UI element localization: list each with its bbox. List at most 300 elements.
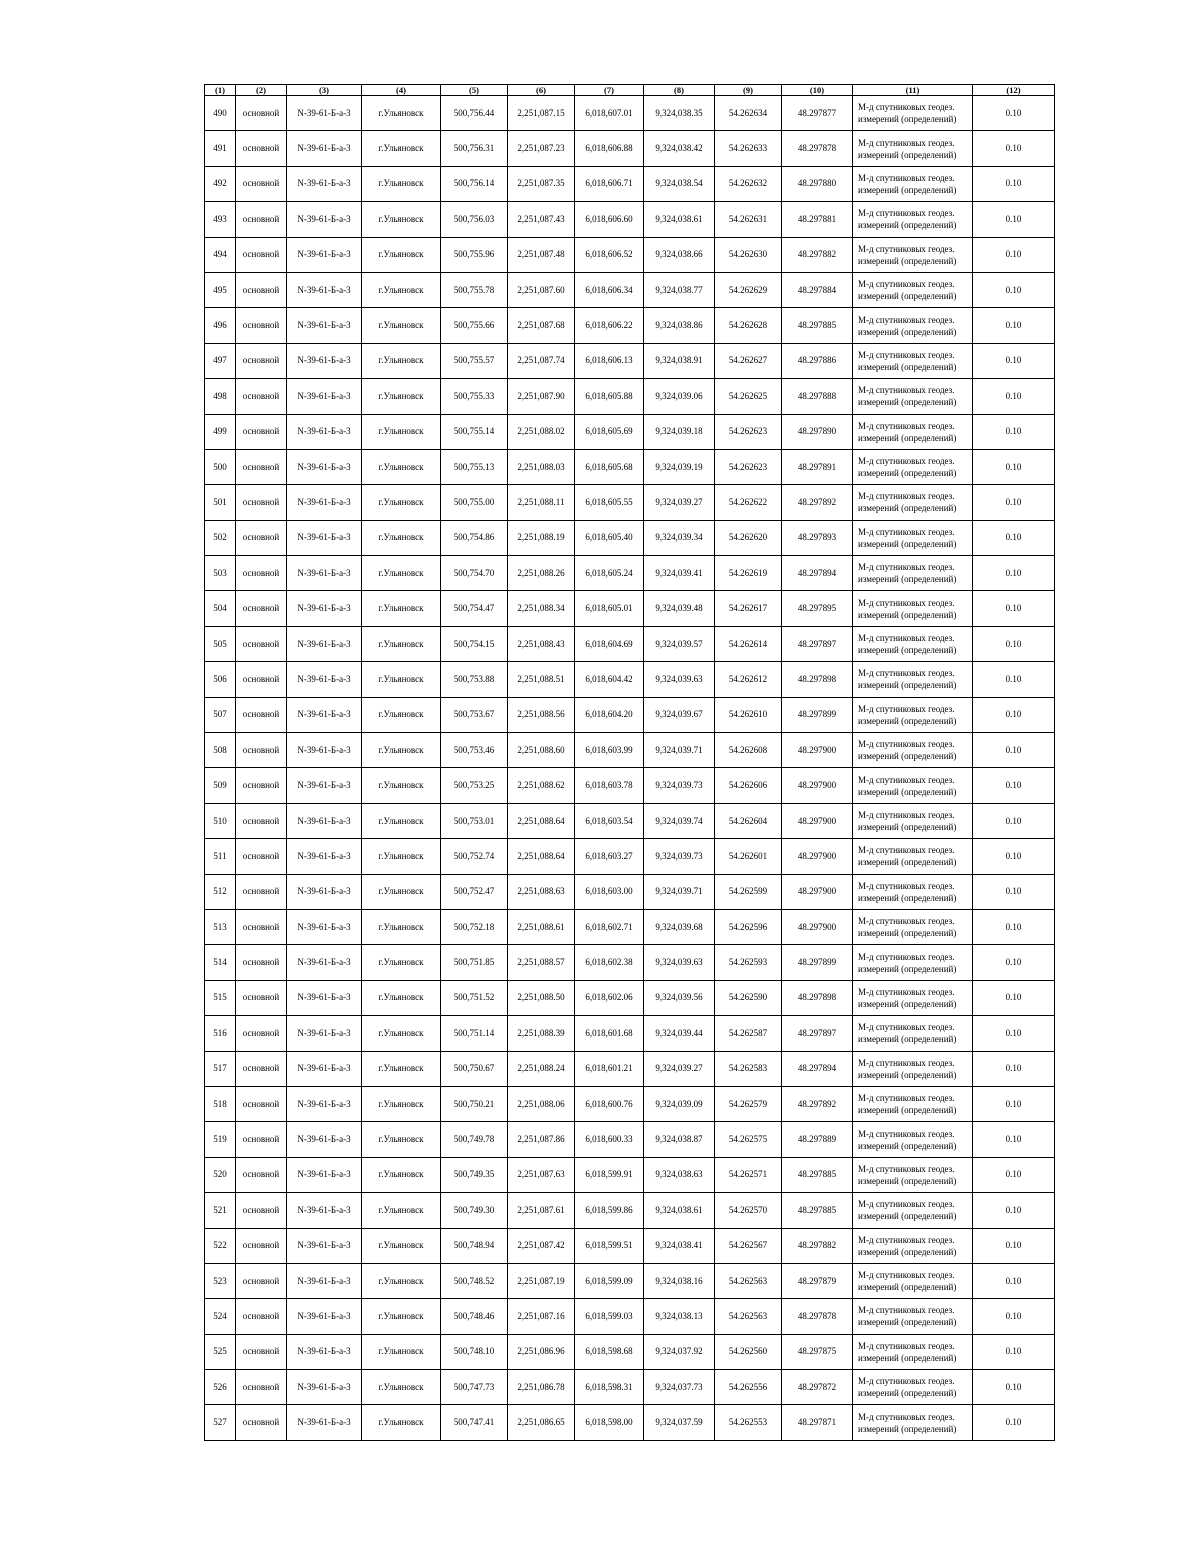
latitude-cell: 54.262601 — [715, 839, 782, 874]
longitude-cell: 48.297894 — [782, 1051, 853, 1086]
longitude-cell: 48.297899 — [782, 945, 853, 980]
accuracy-cell: 0.10 — [973, 166, 1055, 201]
sheet-nomenclature-cell: N-39-61-Б-а-3 — [287, 874, 362, 909]
method-cell: М-д спутниковых геодез. измерений (определений) — [853, 1086, 973, 1121]
longitude-cell: 48.297886 — [782, 343, 853, 378]
table-row — [205, 520, 1055, 555]
accuracy-cell: 0.10 — [973, 237, 1055, 272]
longitude-cell: 48.297885 — [782, 308, 853, 343]
accuracy-cell: 0.10 — [973, 1405, 1055, 1440]
point-number-cell: 512 — [205, 874, 236, 909]
coord-y-cell: 2,251,088.61 — [508, 909, 575, 944]
sheet-nomenclature-cell: N-39-61-Б-а-3 — [287, 449, 362, 484]
coord-x2-cell: 6,018,601.68 — [575, 1016, 644, 1051]
method-cell: М-д спутниковых геодез. измерений (определений) — [853, 980, 973, 1015]
longitude-cell: 48.297882 — [782, 1228, 853, 1263]
longitude-cell: 48.297892 — [782, 1086, 853, 1121]
latitude-cell: 54.262575 — [715, 1122, 782, 1157]
accuracy-cell: 0.10 — [973, 414, 1055, 449]
method-cell: М-д спутниковых геодез. измерений (определений) — [853, 1122, 973, 1157]
table-row — [205, 980, 1055, 1015]
coord-y-cell: 2,251,088.39 — [508, 1016, 575, 1051]
sheet-nomenclature-cell: N-39-61-Б-а-3 — [287, 1370, 362, 1405]
latitude-cell: 54.262570 — [715, 1193, 782, 1228]
longitude-cell: 48.297878 — [782, 1299, 853, 1334]
accuracy-cell: 0.10 — [973, 96, 1055, 131]
sheet-nomenclature-cell: N-39-61-Б-а-3 — [287, 96, 362, 131]
coord-x2-cell: 6,018,606.71 — [575, 166, 644, 201]
latitude-cell: 54.262620 — [715, 520, 782, 555]
point-type-cell: основной — [236, 839, 287, 874]
coord-x2-cell: 6,018,606.52 — [575, 237, 644, 272]
point-type-cell: основной — [236, 662, 287, 697]
table-row — [205, 131, 1055, 166]
coord-x-cell: 500,755.78 — [441, 272, 508, 307]
point-type-cell: основной — [236, 697, 287, 732]
coord-x2-cell: 6,018,599.09 — [575, 1263, 644, 1298]
coord-y-cell: 2,251,087.42 — [508, 1228, 575, 1263]
point-type-cell: основной — [236, 1263, 287, 1298]
latitude-cell: 54.262628 — [715, 308, 782, 343]
locality-cell: г.Ульяновск — [362, 591, 441, 626]
table-row — [205, 662, 1055, 697]
table-row — [205, 1405, 1055, 1440]
locality-cell: г.Ульяновск — [362, 414, 441, 449]
sheet-nomenclature-cell: N-39-61-Б-а-3 — [287, 237, 362, 272]
longitude-cell: 48.297882 — [782, 237, 853, 272]
sheet-nomenclature-cell: N-39-61-Б-а-3 — [287, 1122, 362, 1157]
coord-x2-cell: 6,018,605.55 — [575, 485, 644, 520]
locality-cell: г.Ульяновск — [362, 308, 441, 343]
coord-x2-cell: 6,018,603.78 — [575, 768, 644, 803]
method-cell: М-д спутниковых геодез. измерений (определений) — [853, 237, 973, 272]
coord-y2-cell: 9,324,038.86 — [644, 308, 715, 343]
latitude-cell: 54.262583 — [715, 1051, 782, 1086]
table-row — [205, 591, 1055, 626]
method-cell: М-д спутниковых геодез. измерений (определений) — [853, 414, 973, 449]
accuracy-cell: 0.10 — [973, 980, 1055, 1015]
point-type-cell: основной — [236, 485, 287, 520]
coord-y2-cell: 9,324,038.77 — [644, 272, 715, 307]
point-type-cell: основной — [236, 343, 287, 378]
latitude-cell: 54.262619 — [715, 556, 782, 591]
longitude-cell: 48.297900 — [782, 768, 853, 803]
column-header: (4) — [362, 85, 441, 96]
method-cell: М-д спутниковых геодез. измерений (определений) — [853, 1016, 973, 1051]
table-row — [205, 166, 1055, 201]
latitude-cell: 54.262556 — [715, 1370, 782, 1405]
table-row — [205, 1263, 1055, 1298]
latitude-cell: 54.262606 — [715, 768, 782, 803]
point-type-cell: основной — [236, 237, 287, 272]
sheet-nomenclature-cell: N-39-61-Б-а-3 — [287, 414, 362, 449]
coord-y-cell: 2,251,088.03 — [508, 449, 575, 484]
accuracy-cell: 0.10 — [973, 202, 1055, 237]
longitude-cell: 48.297880 — [782, 166, 853, 201]
coord-x2-cell: 6,018,605.69 — [575, 414, 644, 449]
coord-x2-cell: 6,018,600.76 — [575, 1086, 644, 1121]
point-number-cell: 527 — [205, 1405, 236, 1440]
coord-x-cell: 500,753.88 — [441, 662, 508, 697]
accuracy-cell: 0.10 — [973, 1157, 1055, 1192]
point-type-cell: основной — [236, 1370, 287, 1405]
method-cell: М-д спутниковых геодез. измерений (определений) — [853, 379, 973, 414]
latitude-cell: 54.262571 — [715, 1157, 782, 1192]
point-number-cell: 497 — [205, 343, 236, 378]
table-row — [205, 556, 1055, 591]
coord-x2-cell: 6,018,603.00 — [575, 874, 644, 909]
accuracy-cell: 0.10 — [973, 308, 1055, 343]
coord-x2-cell: 6,018,602.71 — [575, 909, 644, 944]
method-cell: М-д спутниковых геодез. измерений (определений) — [853, 449, 973, 484]
longitude-cell: 48.297872 — [782, 1370, 853, 1405]
table-row — [205, 237, 1055, 272]
coord-x-cell: 500,756.03 — [441, 202, 508, 237]
sheet-nomenclature-cell: N-39-61-Б-а-3 — [287, 1405, 362, 1440]
accuracy-cell: 0.10 — [973, 1122, 1055, 1157]
point-type-cell: основной — [236, 1228, 287, 1263]
latitude-cell: 54.262617 — [715, 591, 782, 626]
method-cell: М-д спутниковых геодез. измерений (определений) — [853, 591, 973, 626]
coord-x-cell: 500,753.01 — [441, 803, 508, 838]
coord-y2-cell: 9,324,039.68 — [644, 909, 715, 944]
locality-cell: г.Ульяновск — [362, 1016, 441, 1051]
point-number-cell: 499 — [205, 414, 236, 449]
latitude-cell: 54.262593 — [715, 945, 782, 980]
column-header: (5) — [441, 85, 508, 96]
table-row — [205, 909, 1055, 944]
latitude-cell: 54.262632 — [715, 166, 782, 201]
point-type-cell: основной — [236, 591, 287, 626]
point-number-cell: 513 — [205, 909, 236, 944]
method-cell: М-д спутниковых геодез. измерений (определений) — [853, 520, 973, 555]
point-type-cell: основной — [236, 1051, 287, 1086]
latitude-cell: 54.262625 — [715, 379, 782, 414]
locality-cell: г.Ульяновск — [362, 343, 441, 378]
coord-x-cell: 500,751.14 — [441, 1016, 508, 1051]
latitude-cell: 54.262623 — [715, 449, 782, 484]
accuracy-cell: 0.10 — [973, 520, 1055, 555]
point-type-cell: основной — [236, 945, 287, 980]
sheet-nomenclature-cell: N-39-61-Б-а-3 — [287, 1157, 362, 1192]
column-header: (12) — [973, 85, 1055, 96]
latitude-cell: 54.262629 — [715, 272, 782, 307]
coord-x-cell: 500,754.15 — [441, 626, 508, 661]
latitude-cell: 54.262579 — [715, 1086, 782, 1121]
method-cell: М-д спутниковых геодез. измерений (определений) — [853, 96, 973, 131]
coord-x2-cell: 6,018,603.99 — [575, 733, 644, 768]
coord-x2-cell: 6,018,599.86 — [575, 1193, 644, 1228]
sheet-nomenclature-cell: N-39-61-Б-а-3 — [287, 733, 362, 768]
point-type-cell: основной — [236, 272, 287, 307]
coord-x2-cell: 6,018,598.31 — [575, 1370, 644, 1405]
coord-y-cell: 2,251,087.60 — [508, 272, 575, 307]
locality-cell: г.Ульяновск — [362, 768, 441, 803]
point-number-cell: 504 — [205, 591, 236, 626]
longitude-cell: 48.297875 — [782, 1334, 853, 1369]
method-cell: М-д спутниковых геодез. измерений (определений) — [853, 308, 973, 343]
point-number-cell: 515 — [205, 980, 236, 1015]
method-cell: М-д спутниковых геодез. измерений (определений) — [853, 909, 973, 944]
method-cell: М-д спутниковых геодез. измерений (определений) — [853, 131, 973, 166]
locality-cell: г.Ульяновск — [362, 1370, 441, 1405]
locality-cell: г.Ульяновск — [362, 1051, 441, 1086]
coord-x-cell: 500,749.78 — [441, 1122, 508, 1157]
accuracy-cell: 0.10 — [973, 697, 1055, 732]
column-header: (7) — [575, 85, 644, 96]
coord-y-cell: 2,251,087.15 — [508, 96, 575, 131]
latitude-cell: 54.262610 — [715, 697, 782, 732]
point-number-cell: 494 — [205, 237, 236, 272]
longitude-cell: 48.297888 — [782, 379, 853, 414]
point-type-cell: основной — [236, 202, 287, 237]
method-cell: М-д спутниковых геодез. измерений (определений) — [853, 662, 973, 697]
coord-x2-cell: 6,018,599.91 — [575, 1157, 644, 1192]
latitude-cell: 54.262633 — [715, 131, 782, 166]
coord-y2-cell: 9,324,039.27 — [644, 485, 715, 520]
coord-x-cell: 500,748.52 — [441, 1263, 508, 1298]
coord-y-cell: 2,251,088.26 — [508, 556, 575, 591]
point-type-cell: основной — [236, 803, 287, 838]
coord-y2-cell: 9,324,039.71 — [644, 874, 715, 909]
coord-x2-cell: 6,018,604.20 — [575, 697, 644, 732]
locality-cell: г.Ульяновск — [362, 1086, 441, 1121]
point-number-cell: 516 — [205, 1016, 236, 1051]
point-number-cell: 493 — [205, 202, 236, 237]
header-row — [205, 85, 1055, 96]
method-cell: М-д спутниковых геодез. измерений (определений) — [853, 626, 973, 661]
accuracy-cell: 0.10 — [973, 1370, 1055, 1405]
coord-y2-cell: 9,324,039.09 — [644, 1086, 715, 1121]
locality-cell: г.Ульяновск — [362, 131, 441, 166]
method-cell: М-д спутниковых геодез. измерений (определений) — [853, 166, 973, 201]
point-type-cell: основной — [236, 414, 287, 449]
column-header: (11) — [853, 85, 973, 96]
method-cell: М-д спутниковых геодез. измерений (определений) — [853, 1157, 973, 1192]
coord-y2-cell: 9,324,038.42 — [644, 131, 715, 166]
locality-cell: г.Ульяновск — [362, 839, 441, 874]
coord-x2-cell: 6,018,599.03 — [575, 1299, 644, 1334]
table-row — [205, 202, 1055, 237]
sheet-nomenclature-cell: N-39-61-Б-а-3 — [287, 1016, 362, 1051]
latitude-cell: 54.262560 — [715, 1334, 782, 1369]
coord-y2-cell: 9,324,039.63 — [644, 945, 715, 980]
table-body — [205, 96, 1055, 1441]
coord-x-cell: 500,755.66 — [441, 308, 508, 343]
latitude-cell: 54.262567 — [715, 1228, 782, 1263]
coord-x2-cell: 6,018,606.13 — [575, 343, 644, 378]
locality-cell: г.Ульяновск — [362, 449, 441, 484]
method-cell: М-д спутниковых геодез. измерений (определений) — [853, 768, 973, 803]
point-number-cell: 503 — [205, 556, 236, 591]
point-type-cell: основной — [236, 1157, 287, 1192]
coord-y-cell: 2,251,087.16 — [508, 1299, 575, 1334]
longitude-cell: 48.297895 — [782, 591, 853, 626]
longitude-cell: 48.297890 — [782, 414, 853, 449]
coord-y-cell: 2,251,087.23 — [508, 131, 575, 166]
coord-x-cell: 500,747.41 — [441, 1405, 508, 1440]
point-type-cell: основной — [236, 1334, 287, 1369]
sheet-nomenclature-cell: N-39-61-Б-а-3 — [287, 1299, 362, 1334]
coord-y-cell: 2,251,086.96 — [508, 1334, 575, 1369]
latitude-cell: 54.262587 — [715, 1016, 782, 1051]
point-number-cell: 510 — [205, 803, 236, 838]
coord-x2-cell: 6,018,606.88 — [575, 131, 644, 166]
point-number-cell: 521 — [205, 1193, 236, 1228]
sheet-nomenclature-cell: N-39-61-Б-а-3 — [287, 1228, 362, 1263]
sheet-nomenclature-cell: N-39-61-Б-а-3 — [287, 1086, 362, 1121]
column-header: (6) — [508, 85, 575, 96]
latitude-cell: 54.262614 — [715, 626, 782, 661]
coord-y-cell: 2,251,087.35 — [508, 166, 575, 201]
point-number-cell: 502 — [205, 520, 236, 555]
column-header: (9) — [715, 85, 782, 96]
coord-x2-cell: 6,018,606.22 — [575, 308, 644, 343]
coord-y-cell: 2,251,088.34 — [508, 591, 575, 626]
table-row — [205, 308, 1055, 343]
accuracy-cell: 0.10 — [973, 1051, 1055, 1086]
method-cell: М-д спутниковых геодез. измерений (определений) — [853, 343, 973, 378]
method-cell: М-д спутниковых геодез. измерений (определений) — [853, 1228, 973, 1263]
locality-cell: г.Ульяновск — [362, 379, 441, 414]
coord-x-cell: 500,755.00 — [441, 485, 508, 520]
point-type-cell: основной — [236, 626, 287, 661]
coord-x2-cell: 6,018,602.06 — [575, 980, 644, 1015]
point-type-cell: основной — [236, 768, 287, 803]
point-type-cell: основной — [236, 131, 287, 166]
longitude-cell: 48.297889 — [782, 1122, 853, 1157]
point-number-cell: 490 — [205, 96, 236, 131]
table-row — [205, 1051, 1055, 1086]
coord-y2-cell: 9,324,037.92 — [644, 1334, 715, 1369]
coord-y-cell: 2,251,088.51 — [508, 662, 575, 697]
coord-y2-cell: 9,324,039.74 — [644, 803, 715, 838]
column-header: (1) — [205, 85, 236, 96]
coord-x-cell: 500,750.67 — [441, 1051, 508, 1086]
locality-cell: г.Ульяновск — [362, 1405, 441, 1440]
coord-y-cell: 2,251,088.64 — [508, 803, 575, 838]
longitude-cell: 48.297900 — [782, 909, 853, 944]
accuracy-cell: 0.10 — [973, 1193, 1055, 1228]
locality-cell: г.Ульяновск — [362, 909, 441, 944]
sheet-nomenclature-cell: N-39-61-Б-а-3 — [287, 662, 362, 697]
coord-x2-cell: 6,018,604.42 — [575, 662, 644, 697]
sheet-nomenclature-cell: N-39-61-Б-а-3 — [287, 556, 362, 591]
latitude-cell: 54.262590 — [715, 980, 782, 1015]
table-row — [205, 1016, 1055, 1051]
coord-y-cell: 2,251,086.78 — [508, 1370, 575, 1405]
coord-y2-cell: 9,324,038.54 — [644, 166, 715, 201]
point-type-cell: основной — [236, 1086, 287, 1121]
sheet-nomenclature-cell: N-39-61-Б-а-3 — [287, 1263, 362, 1298]
latitude-cell: 54.262631 — [715, 202, 782, 237]
coord-x-cell: 500,754.70 — [441, 556, 508, 591]
coord-x-cell: 500,755.57 — [441, 343, 508, 378]
sheet-nomenclature-cell: N-39-61-Б-а-3 — [287, 945, 362, 980]
table-row — [205, 697, 1055, 732]
coord-x2-cell: 6,018,605.88 — [575, 379, 644, 414]
table-row — [205, 1122, 1055, 1157]
table-row — [205, 272, 1055, 307]
locality-cell: г.Ульяновск — [362, 556, 441, 591]
coord-x-cell: 500,751.85 — [441, 945, 508, 980]
point-type-cell: основной — [236, 556, 287, 591]
coord-y2-cell: 9,324,039.73 — [644, 839, 715, 874]
column-header: (2) — [236, 85, 287, 96]
coord-y2-cell: 9,324,039.56 — [644, 980, 715, 1015]
sheet-nomenclature-cell: N-39-61-Б-а-3 — [287, 1051, 362, 1086]
coord-y2-cell: 9,324,039.18 — [644, 414, 715, 449]
latitude-cell: 54.262553 — [715, 1405, 782, 1440]
coord-x-cell: 500,755.14 — [441, 414, 508, 449]
point-number-cell: 509 — [205, 768, 236, 803]
coord-y-cell: 2,251,088.62 — [508, 768, 575, 803]
coord-y2-cell: 9,324,039.57 — [644, 626, 715, 661]
point-number-cell: 492 — [205, 166, 236, 201]
accuracy-cell: 0.10 — [973, 1299, 1055, 1334]
coord-x-cell: 500,752.74 — [441, 839, 508, 874]
coord-y2-cell: 9,324,039.19 — [644, 449, 715, 484]
point-number-cell: 511 — [205, 839, 236, 874]
point-number-cell: 522 — [205, 1228, 236, 1263]
accuracy-cell: 0.10 — [973, 945, 1055, 980]
coord-x-cell: 500,749.30 — [441, 1193, 508, 1228]
point-number-cell: 520 — [205, 1157, 236, 1192]
point-number-cell: 518 — [205, 1086, 236, 1121]
coord-x-cell: 500,747.73 — [441, 1370, 508, 1405]
coord-y-cell: 2,251,087.74 — [508, 343, 575, 378]
locality-cell: г.Ульяновск — [362, 1299, 441, 1334]
point-type-cell: основной — [236, 980, 287, 1015]
point-number-cell: 519 — [205, 1122, 236, 1157]
locality-cell: г.Ульяновск — [362, 237, 441, 272]
coord-y2-cell: 9,324,039.41 — [644, 556, 715, 591]
locality-cell: г.Ульяновск — [362, 520, 441, 555]
longitude-cell: 48.297898 — [782, 662, 853, 697]
method-cell: М-д спутниковых геодез. измерений (определений) — [853, 272, 973, 307]
accuracy-cell: 0.10 — [973, 1086, 1055, 1121]
coord-y2-cell: 9,324,038.41 — [644, 1228, 715, 1263]
coord-y2-cell: 9,324,039.34 — [644, 520, 715, 555]
coord-y2-cell: 9,324,038.87 — [644, 1122, 715, 1157]
longitude-cell: 48.297884 — [782, 272, 853, 307]
locality-cell: г.Ульяновск — [362, 1157, 441, 1192]
point-number-cell: 505 — [205, 626, 236, 661]
coord-y-cell: 2,251,088.11 — [508, 485, 575, 520]
sheet-nomenclature-cell: N-39-61-Б-а-3 — [287, 980, 362, 1015]
longitude-cell: 48.297897 — [782, 1016, 853, 1051]
locality-cell: г.Ульяновск — [362, 662, 441, 697]
coord-x2-cell: 6,018,600.33 — [575, 1122, 644, 1157]
longitude-cell: 48.297898 — [782, 980, 853, 1015]
point-number-cell: 514 — [205, 945, 236, 980]
longitude-cell: 48.297881 — [782, 202, 853, 237]
method-cell: М-д спутниковых геодез. измерений (определений) — [853, 839, 973, 874]
accuracy-cell: 0.10 — [973, 1228, 1055, 1263]
accuracy-cell: 0.10 — [973, 1263, 1055, 1298]
coord-x-cell: 500,753.67 — [441, 697, 508, 732]
point-type-cell: основной — [236, 733, 287, 768]
table-row — [205, 839, 1055, 874]
point-type-cell: основной — [236, 1016, 287, 1051]
longitude-cell: 48.297900 — [782, 803, 853, 838]
coord-x-cell: 500,751.52 — [441, 980, 508, 1015]
latitude-cell: 54.262634 — [715, 96, 782, 131]
coord-y-cell: 2,251,086.65 — [508, 1405, 575, 1440]
table-row — [205, 626, 1055, 661]
longitude-cell: 48.297893 — [782, 520, 853, 555]
method-cell: М-д спутниковых геодез. измерений (определений) — [853, 202, 973, 237]
